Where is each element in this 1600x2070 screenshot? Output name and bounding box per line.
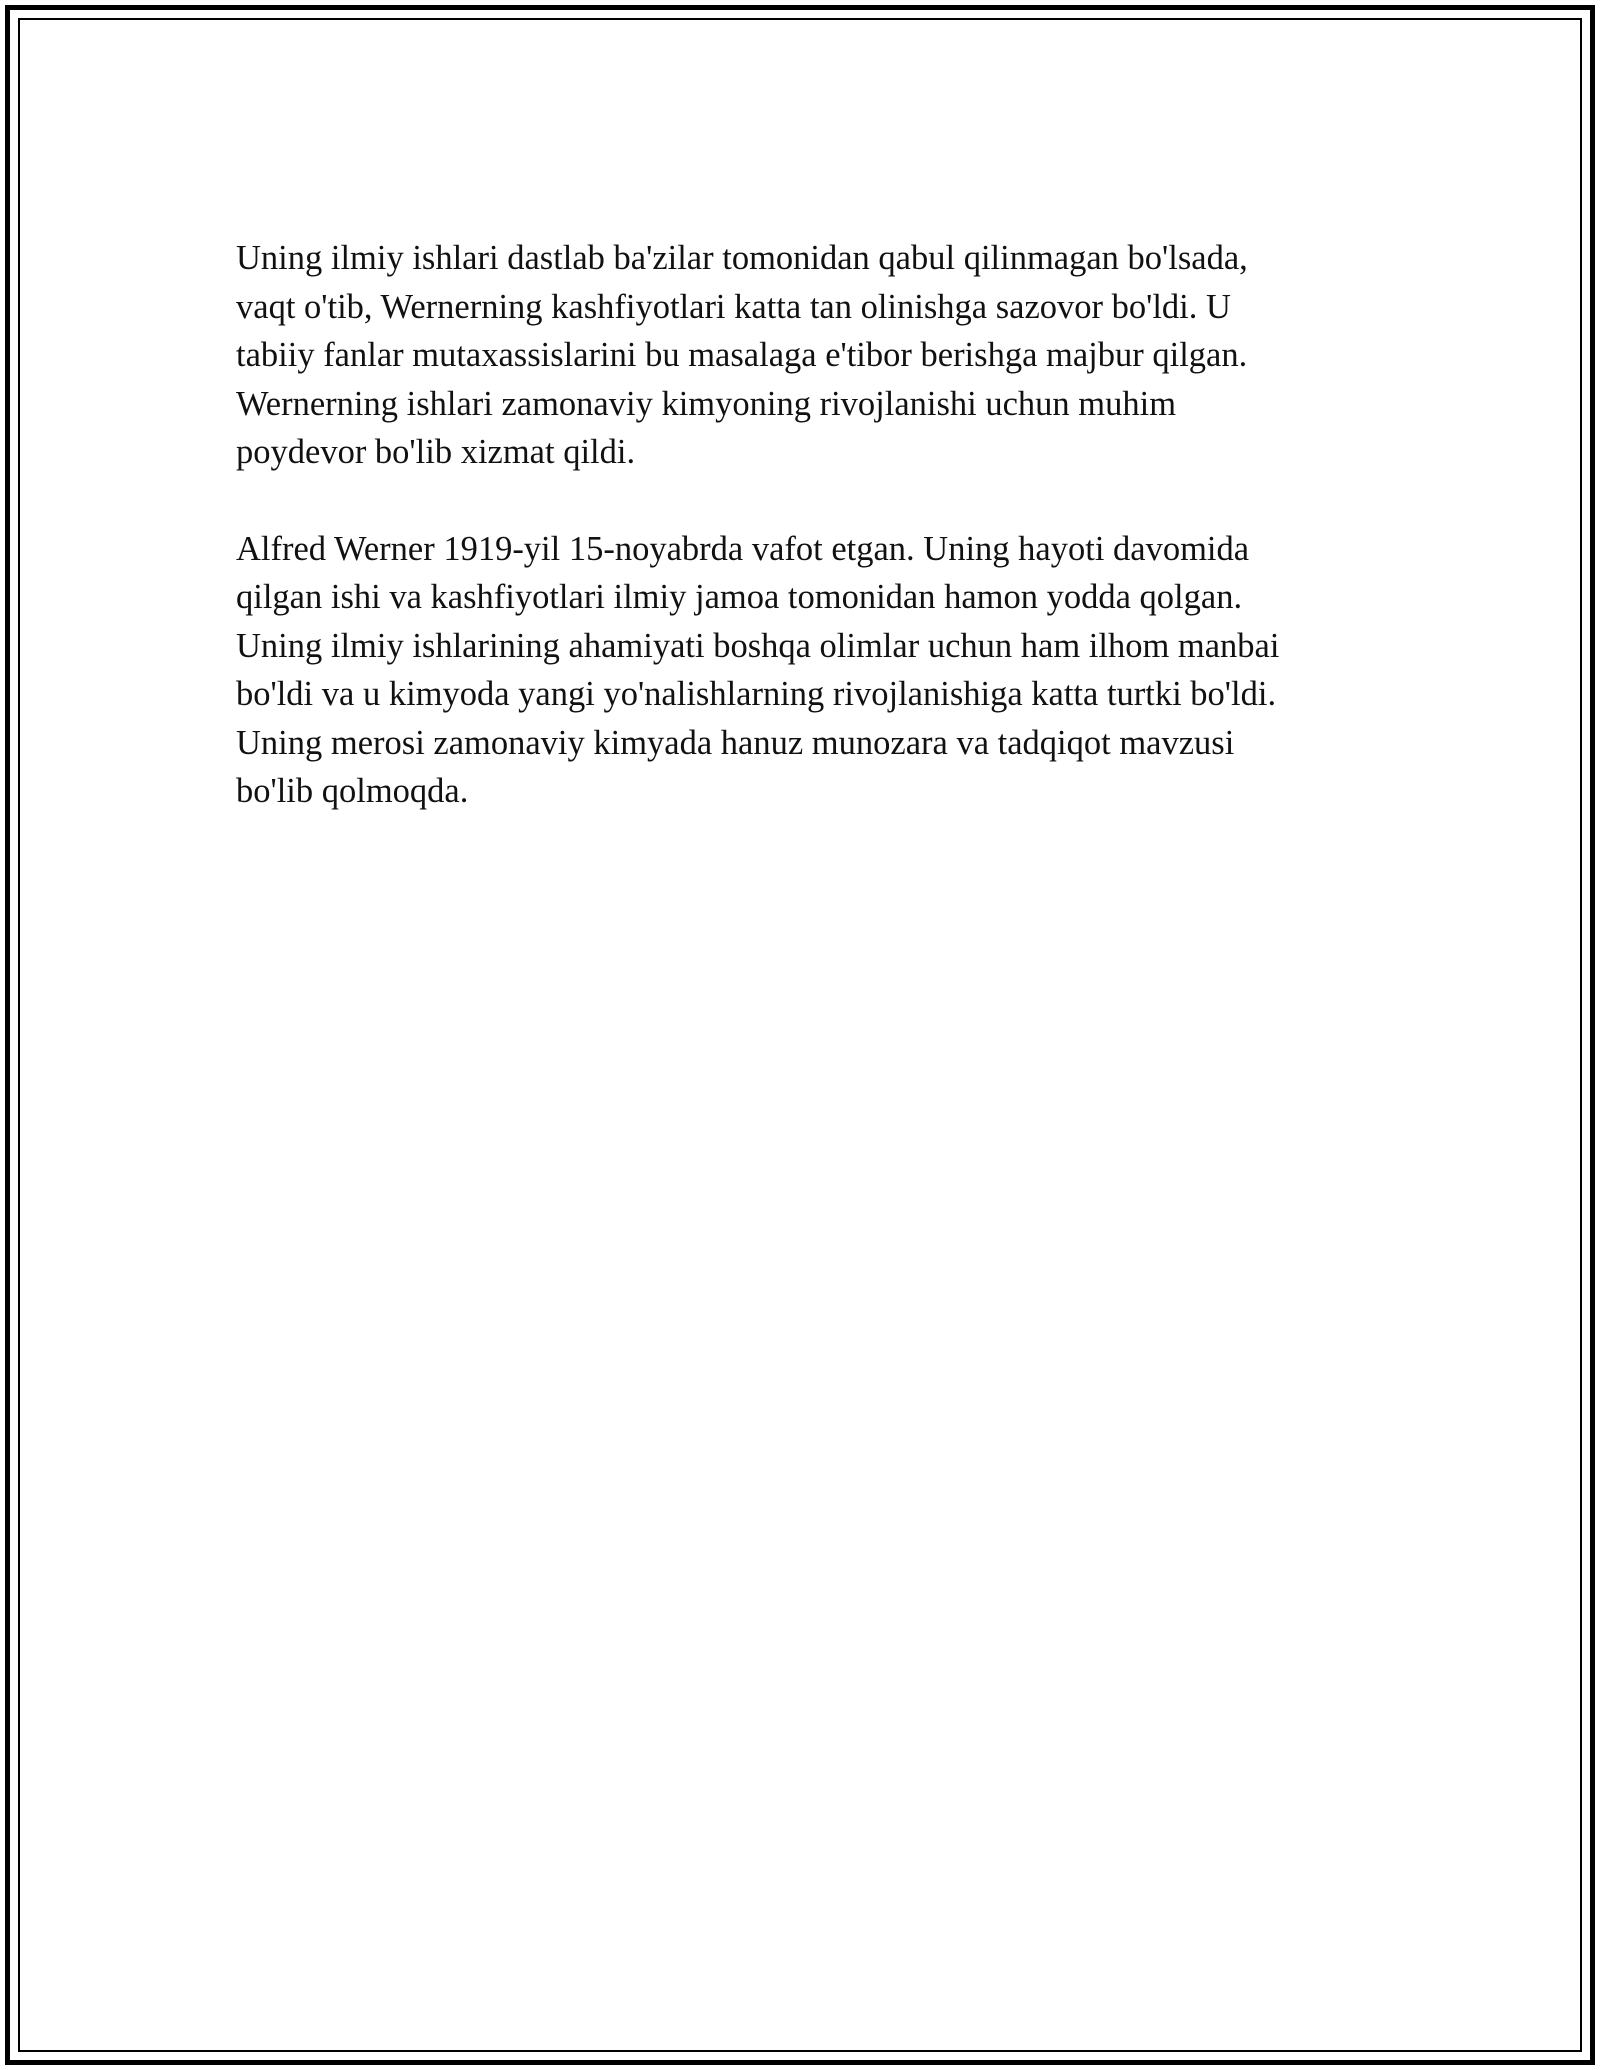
paragraph-2: Alfred Werner 1919-yil 15-noyabrda vafot etgan. Uning hayoti davomida qilgan ishi va kashfiyotlari ilmiy jamoa tomonidan hamon yodda qolgan. Uning ilmiy ishlarining ahamiyati boshqa olimlar uchun ham ilhom manbai bo'ldi va u kimyoda yangi yo'nalishlarning rivojlanishiga katta turtki bo'ldi. Uning merosi zamonaviy kimyada hanuz munozara va tadqiqot mavzusi bo'lib qolmoqda. — [236, 529, 1280, 810]
paragraph-1: Uning ilmiy ishlari dastlab ba'zilar tomonidan qabul qilinmagan bo'lsada, vaqt o'tib, Wernerning kashfiyotlari katta tan olinishga sazovor bo'ldi. U tabiiy fanlar mutaxassislarini bu masalaga e'tibor berishga majbur qilgan. Wernerning ishlari zamonaviy kimyoning rivojlanishi uchun muhim poydevor bo'lib xizmat qildi. — [236, 239, 1248, 471]
document-body — [236, 234, 1376, 816]
